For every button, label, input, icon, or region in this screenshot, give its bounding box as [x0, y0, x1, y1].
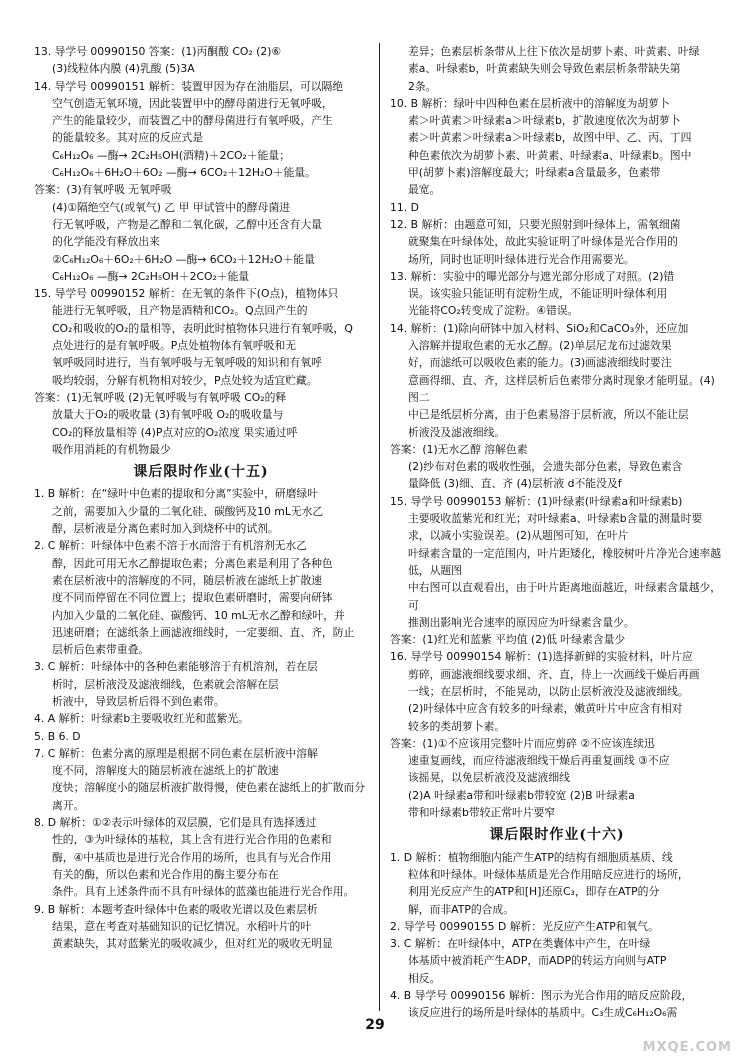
text-line: 5. B 6. D [34, 729, 81, 743]
text-line: 推测出影响光合速率的原因应为叶绿素含量少。 [408, 615, 635, 629]
text-line: 中右图可以直观看出，由于叶片距离地面越近，叶绿素含量越少，可 [408, 581, 722, 612]
text-line: CO₂的释放量相等 (4)P点对应的O₂浓度 果实通过呼 [52, 425, 298, 439]
text-line: 1. D 解析：植物细胞内能产生ATP的结构有细胞质基质、线 [390, 850, 673, 864]
text-line: 醇，层析液是分离色素时加入到烧杯中的试剂。 [52, 522, 279, 536]
text-line: 的能量较多。其对应的反应式是 [52, 131, 204, 145]
text-line: 11. D [390, 200, 419, 214]
text-line: 答案：(1)红光和蓝紫 平均值 (2)低 叶绿素含量少 [390, 633, 626, 647]
column-divider [379, 43, 380, 1011]
text-line: 醇，因此可用无水乙醇提取色素；分离色素是利用了各种色 [52, 556, 333, 570]
text-line: 素＞叶黄素＞叶绿素a＞叶绿素b，故图中甲、乙、丙、丁四 [408, 131, 692, 145]
text-line: 2. 导学号 00990155 D 解析：光反应产生ATP和氧气。 [390, 919, 659, 933]
text-line: 12. B 解析：由题意可知，只要光照射到叶绿体上，需氧细菌 [390, 217, 681, 231]
text-line: 14. 导学号 00990151 解析：装置甲因为存在油脂层，可以隔绝 [34, 79, 344, 93]
text-line: 光能将CO₂转变成了淀粉。④错误。 [408, 304, 579, 318]
section-title-15: 课后限时作业(十五) [133, 464, 269, 481]
text-line: 答案：(1)①不应该用完整叶片而应剪碎 ②不应该连续迅 [390, 736, 655, 750]
left-answers-block [34, 43, 368, 458]
text-line: 度快；溶解度小的随层析液扩散得慢，使色素在滤纸上的扩散而分离开。 [52, 781, 366, 812]
text-line: ②C₆H₁₂O₆＋6O₂＋6H₂O —酶→ 6CO₂＋12H₂O＋能量 [52, 252, 315, 266]
text-line: 10. B 解析：绿叶中四种色素在层析液中的溶解度为胡萝卜 [390, 96, 670, 110]
text-line: 种色素依次为胡萝卜素、叶黄素、叶绿素a、叶绿素b。图中 [408, 148, 692, 162]
right-answers-block [390, 43, 724, 821]
text-line: 误。该实验只能证明有淀粉生成，不能证明叶绿体利用 [408, 287, 668, 301]
text-line: 3. C 解析：叶绿体中的各种色素能够溶于有机溶剂，若在层 [34, 660, 318, 674]
text-line: 素＞叶黄素＞叶绿素a＞叶绿素b，扩散速度依次为胡萝卜 [408, 114, 681, 128]
text-line: 体基质中被消耗产生ADP，而ADP的转运方向则与ATP [408, 954, 667, 968]
text-line: 内加入少量的二氧化硅、碳酸钙、10 mL无水乙醇和绿叶，并 [52, 608, 345, 622]
text-line: 空气创造无氧环境，因此装置甲中的酵母菌进行无氧呼吸， [52, 96, 333, 110]
text-line: 7. C 解析：色素分离的原理是根据不同色素在层析液中溶解 [34, 746, 318, 760]
text-line: (3)线粒体内膜 (4)乳酸 (5)3A [52, 62, 195, 76]
text-line: CO₂和吸收的O₂的量相等，表明此时植物体只进行有氧呼吸，Q [52, 321, 353, 335]
text-line: 该反应进行的场所是叶绿体的基质中。C₃生成C₆H₁₂O₆需 [408, 1006, 678, 1020]
text-line: 答案：(1)无氧呼吸 (2)无氧呼吸与有氧呼吸 CO₂的释 [34, 390, 287, 404]
text-line: 的化学能没有释放出来 [52, 235, 160, 249]
text-line: 一线；在层析时，不能晃动，以防止层析液没及滤液细线。 [408, 684, 689, 698]
text-line: 场所，同时也证明叶绿体进行光合作用需要光。 [408, 252, 635, 266]
text-line: C₆H₁₂O₆ —酶→ 2C₂H₅OH(酒精)＋2CO₂＋能量； [52, 148, 291, 162]
text-line: 3. C 解析：在叶绿体中，ATP在类囊体中产生，在叶绿 [390, 937, 651, 951]
text-line: 度不同，溶解度大的随层析液在滤纸上的扩散速 [52, 764, 279, 778]
text-line: 吸均较弱，分解有机物相对较少，P点处较为适宜贮藏。 [52, 373, 318, 387]
text-line: 结果，意在考查对基础知识的记忆情况。水稻叶片的叶 [52, 919, 312, 933]
text-line: 析时，层析液没及滤液细线，色素就会溶解在层 [52, 677, 279, 691]
text-line: 度不同而停留在不同位置上；提取色素研磨时，需要向研钵 [52, 591, 333, 605]
text-line: 最宽。 [408, 183, 441, 197]
text-line: 13. 导学号 00990150 答案：(1)丙酮酸 CO₂ (2)⑥ [34, 45, 282, 58]
text-line: 迅速研磨；在滤纸条上画滤液细线时，一定要细、直、齐，防止 [52, 625, 355, 639]
text-line: 13. 解析：实验中的曝光部分与遮光部分形成了对照。(2)错 [390, 269, 675, 283]
text-line: 相反。 [408, 971, 441, 985]
text-line: 好，而滤纸可以吸收色素的能力。(3)画滤液细线时要注 [408, 356, 672, 370]
text-line: 析液没及滤液细线。 [408, 425, 506, 439]
text-line: 解，而非ATP的合成。 [408, 902, 515, 916]
text-line: 行无氧呼吸，产物是乙醇和二氧化碳，乙醇中还含有大量 [52, 217, 322, 231]
text-line: 2. C 解析：叶绿体中色素不溶于水而溶于有机溶剂无水乙 [34, 539, 308, 553]
left-answers-block-2 [34, 485, 368, 952]
text-line: 答案：(1)无水乙醇 溶解色素 [390, 442, 528, 456]
text-line: 4. A 解析：叶绿素b主要吸收红光和蓝紫光。 [34, 712, 249, 726]
text-line: 素在层析液中的溶解度的不同，随层析液在滤纸上扩散速 [52, 573, 322, 587]
text-line: 15. 导学号 00990152 解析：在无氧的条件下(O点)，植物体只 [34, 287, 339, 301]
text-line: 带和叶绿素b带较正常叶片要窄 [408, 806, 556, 820]
text-line: 析液中，导致层析后得不到色素带。 [52, 694, 225, 708]
text-line: 素a、叶绿素b，叶黄素缺失则会导致色素层析条带缺失第 [408, 62, 681, 76]
text-line: 利用光反应产生的ATP和[H]还原C₃，即存在ATP的分 [408, 885, 660, 899]
text-line: 速重复画线，而应待滤液细线干燥后再重复画线 ③不应 [408, 754, 670, 768]
text-line: C₆H₁₂O₆＋6H₂O＋6O₂ —酶→ 6CO₂＋12H₂O＋能量。 [52, 166, 316, 180]
text-line: 就聚集在叶绿体处，故此实验证明了叶绿体是光合作用的 [408, 235, 678, 249]
text-line: 性的，③为叶绿体的基粒，其上含有进行光合作用的色素和 [52, 833, 332, 847]
text-line: 能进行无氧呼吸，且产物是酒精和CO₂。Q点回产生的 [52, 304, 308, 318]
text-line: 9. B 解析：本题考查叶绿体中色素的吸收光谱以及色素层析 [34, 902, 318, 916]
text-line: 2条。 [408, 79, 437, 93]
text-line: (2)纱布对色素的吸收性强，会遗失部分色素，导致色素含 [408, 460, 683, 474]
text-line: 叶绿素含量的一定范围内，叶片距矮化，橡胶树叶片净光合速率越低，从题图 [408, 546, 722, 577]
text-line: 放量大于O₂的吸收量 (3)有氧呼吸 O₂的吸收量与 [52, 408, 284, 422]
text-line: 意画得细、直、齐，这样层析后色素带分离时现象才能明显。(4)图二 [408, 373, 715, 404]
text-line: 甲(胡萝卜素)溶解度最大；叶绿素a含量最多，色素带 [408, 166, 661, 180]
text-line: 16. 导学号 00990154 解析：(1)选择新鲜的实验材料，叶片应 [390, 650, 693, 664]
text-line: 产生的能量较少，而装置乙中的酵母菌进行有氧呼吸，产生 [52, 114, 333, 128]
text-line: (4)①隔绝空气(或氧气) 乙 甲 甲试管中的酵母菌进 [52, 200, 291, 214]
text-line: (2)叶绿体中应含有较多的叶绿素，嫩黄叶片中应含有相对 [408, 702, 683, 716]
text-line: 氧呼吸同时进行，当有氧呼吸与无氧呼吸的知识和有氧呼 [52, 356, 322, 370]
text-line: 该摇晃，以免层析液没及滤液细线 [408, 771, 570, 785]
text-line: 差异；色素层析条带从上往下依次是胡萝卜素、叶黄素、叶绿 [408, 45, 700, 58]
text-line: 层析后色素带重叠。 [52, 643, 150, 657]
section-title-16: 课后限时作业(十六) [489, 827, 625, 844]
watermark: MXQE.COM [642, 1040, 732, 1055]
text-line: 1. B 解析：在“绿叶中色素的提取和分离”实验中，研磨绿叶 [34, 487, 319, 501]
text-line: 粒体和叶绿体。叶绿体基质是光合作用暗反应进行的场所， [408, 867, 689, 881]
left-column [34, 43, 368, 952]
text-line: 酶，④中基质也是进行光合作用的场所，也具有与光合作用 [52, 850, 332, 864]
text-line: 较多的类胡萝卜素。 [408, 719, 506, 733]
text-line: 之前，需要加入少量的二氧化硅、碳酸钙及10 mL无水乙 [52, 504, 324, 518]
text-line: 中已是纸层析分离，由于色素易溶于层析液，所以不能让层 [408, 408, 689, 422]
text-line: 吸作用消耗的有机物最少 [52, 442, 171, 456]
text-line: C₆H₁₂O₆ —酶→ 2C₂H₅OH＋2CO₂＋能量 [52, 269, 250, 283]
text-line: 点处进行的是有氧呼吸。P点处植物体有氧呼吸和无 [52, 339, 297, 353]
text-line: 条件。具有上述条件而不具有叶绿体的蓝藻也能进行光合作用。 [52, 885, 355, 899]
text-line: 14. 解析：(1)除向研钵中加入材料、SiO₂和CaCO₃外，还应加 [390, 321, 689, 335]
text-line: 有关的酶，所以色素和光合作用的酶主要分布在 [52, 867, 279, 881]
text-line: 求，以减小实验误差。(2)从题图可知，在叶片 [408, 529, 629, 543]
text-line: 主要吸收蓝紫光和红光；对叶绿素a、叶绿素b含量的测量时要 [408, 512, 703, 526]
text-line: 答案：(3)有氧呼吸 无氧呼吸 [34, 183, 172, 197]
text-line: 4. B 导学号 00990156 解析：图示为光合作用的暗反应阶段， [390, 989, 693, 1003]
text-line: (2)A 叶绿素a带和叶绿素b带较宽 (2)B 叶绿素a [408, 788, 635, 802]
right-column [390, 43, 724, 1022]
text-line: 入溶解并提取色素的无水乙醇。(2)单层尼龙布过滤效果 [408, 339, 672, 353]
text-line: 8. D 解析：①②表示叶绿体的双层膜，它们是具有选择透过 [34, 816, 317, 830]
right-answers-block-2 [390, 849, 724, 1022]
text-line: 15. 导学号 00990153 解析：(1)叶绿素(叶绿素a和叶绿素b) [390, 494, 683, 508]
text-line: 剪碎，画滤液细线要求细、齐、直，待上一次画线干燥后再画 [408, 667, 700, 681]
page-number: 29 [365, 1017, 385, 1033]
text-line: 量降低 (3)细、直、齐 (4)层析液 d不能没及f [408, 477, 622, 491]
text-line: 黄素缺失，其对蓝紫光的吸收减少，但对红光的吸收无明显 [52, 937, 333, 951]
